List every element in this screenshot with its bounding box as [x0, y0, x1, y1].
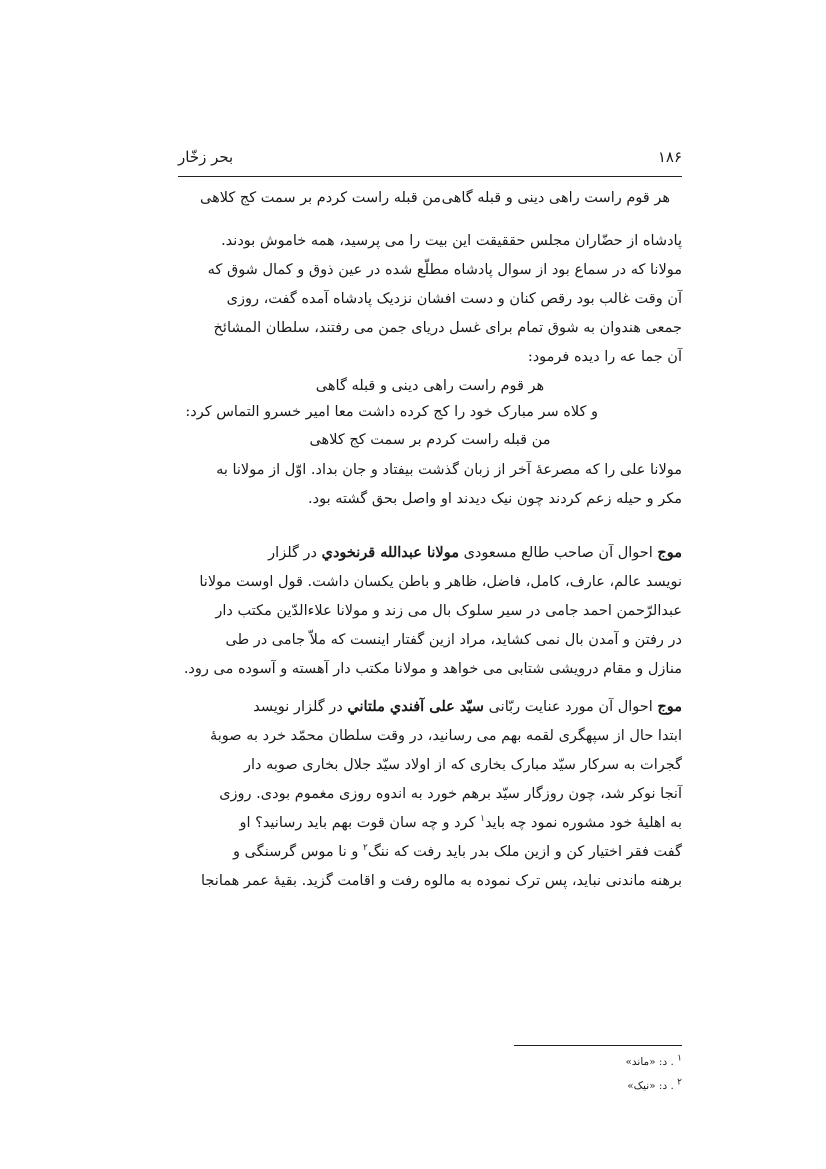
section-heading-word: موج: [657, 698, 682, 715]
text-line: پادشاه از حضّاران مجلس حققیقت این بیت را می پرسید، همه خاموش بودند.: [221, 233, 682, 249]
person-name: مولانا عبدالله قرنخودي: [321, 544, 459, 561]
section-1: [178, 538, 682, 684]
text-line: [178, 809, 682, 838]
text-line: مولانا که در سماع بود از سوال پادشاه مطلّع شده در عین ذوق و کمال شوق که: [207, 262, 682, 278]
page-number: ۱۸۶: [657, 148, 682, 166]
paragraph-1: [178, 227, 682, 372]
verse-hemistich-left: من قبله راست کردم بر سمت کج کلاهی: [200, 190, 442, 206]
text-run: کرد و چه سان قوت بهم باید رسانید؟ او: [239, 815, 481, 831]
text-run: احوال آن مورد عنایت ربّانی: [488, 699, 653, 715]
footnote-ref: ۲: [362, 843, 368, 854]
text-line: برهنه ماندنی نباید، پس ترک نموده به مالوه رفت و اقامت گزید. بقیهٔ عمر همانجا: [201, 873, 682, 889]
footnote-text: . د: «ماند»: [625, 1056, 674, 1068]
footnote-number: ۱: [677, 1053, 682, 1064]
person-name: سیّد علی آفندي ملتاني: [347, 698, 484, 715]
text-line: مولانا علی را که مصرعهٔ آخر از زبان گذشت بیفتاد و جان بداد. اوّل از مولانا به: [216, 462, 682, 478]
text-line: آن وقت غالب بود رقص کنان و دست افشان نزدیک پادشاه آمده گفت، روزی: [226, 291, 682, 307]
section-2-first-line: [178, 692, 682, 722]
verse-line-2: من قبله راست کردم بر سمت کج کلاهی: [309, 432, 551, 448]
text-line: آنجا نوکر شد، چون روزگار سیّد برهم خورد به اندوه روزی مغموم بودی. روزی: [219, 786, 682, 802]
book-title: بحر زخّار: [178, 148, 234, 166]
text-line: جمعی هندوان به شوق تمام برای غسل دریای جمن می رفتند، سلطان المشائخ: [213, 320, 682, 336]
section-1-first-line: [178, 538, 682, 568]
text-run: و نا موس گرسنگی و: [232, 844, 363, 860]
text-line: مکر و حیله زعم کردند چون نیک دیدند او واصل بحق گشته بود.: [308, 491, 682, 507]
paragraph-2: [178, 456, 682, 514]
text-run: در گلزار: [268, 545, 317, 561]
text-line: گجرات به سرکار سیّد مبارک بخاری که از اولاد سیّد جلال بخاری صوبه دار: [243, 757, 682, 773]
text-line: در رفتن و آمدن بال نمی کشاید، مراد ازین گفتار اینست که ملاّ جامی در طی: [225, 632, 682, 648]
text-run: احوال آن صاحب طالع مسعودی: [463, 545, 653, 561]
footnote-ref: ۱: [480, 814, 485, 825]
footnotes: [478, 1050, 682, 1098]
footnote: [478, 1050, 682, 1074]
footnote-rule: [514, 1045, 682, 1046]
text-line: ابتدا حال از سپهگری لقمه بهم می رسانید، در وقت سلطان محمّد خرد به صوبهٔ: [209, 728, 682, 744]
text-run: در گلزار نویسد: [253, 699, 343, 715]
text-run: گفت فقر اختیار کن و ازین ملک بدر باید رفت که ننگ: [367, 844, 682, 860]
text-line: نویسد عالم، عارف، کامل، فاضل، ظاهر و باطن یکسان داشت. قول اوست مولانا: [199, 574, 682, 590]
footnote-text: . د: «نیک»: [627, 1080, 674, 1092]
footnote: [478, 1074, 682, 1098]
verse-top: [200, 190, 670, 218]
text-run: به اهلیهٔ خود مشوره نمود چه باید: [485, 815, 682, 831]
text-line: آن جما عه را دیده فرمود:: [527, 349, 682, 365]
text-line: [178, 838, 682, 867]
prose-line-text: و کلاه سر مبارک خود را کج کرده داشت معا امیر خسرو التماس کرد:: [185, 404, 598, 420]
footnote-number: ۲: [677, 1077, 682, 1088]
verse-line-1: هر قوم راست راهی دینی و قبله گاهی: [315, 378, 545, 394]
running-header: [178, 148, 682, 172]
text-line: منازل و مقام درویشی شتابی می خواهد و مولانا مکتب دار آهسته و آسوده می رود.: [183, 661, 682, 677]
header-rule: [178, 176, 682, 177]
section-heading-word: موج: [657, 544, 682, 561]
verse-hemistich-right: هر قوم راست راهی دینی و قبله گاهی: [441, 190, 670, 206]
section-2: [178, 692, 682, 896]
text-line: عبدالرّحمن احمد جامی در سیر سلوک بال می زند و مولانا علاءالدّین مکتب دار: [215, 603, 682, 619]
prose-line: [178, 398, 598, 427]
